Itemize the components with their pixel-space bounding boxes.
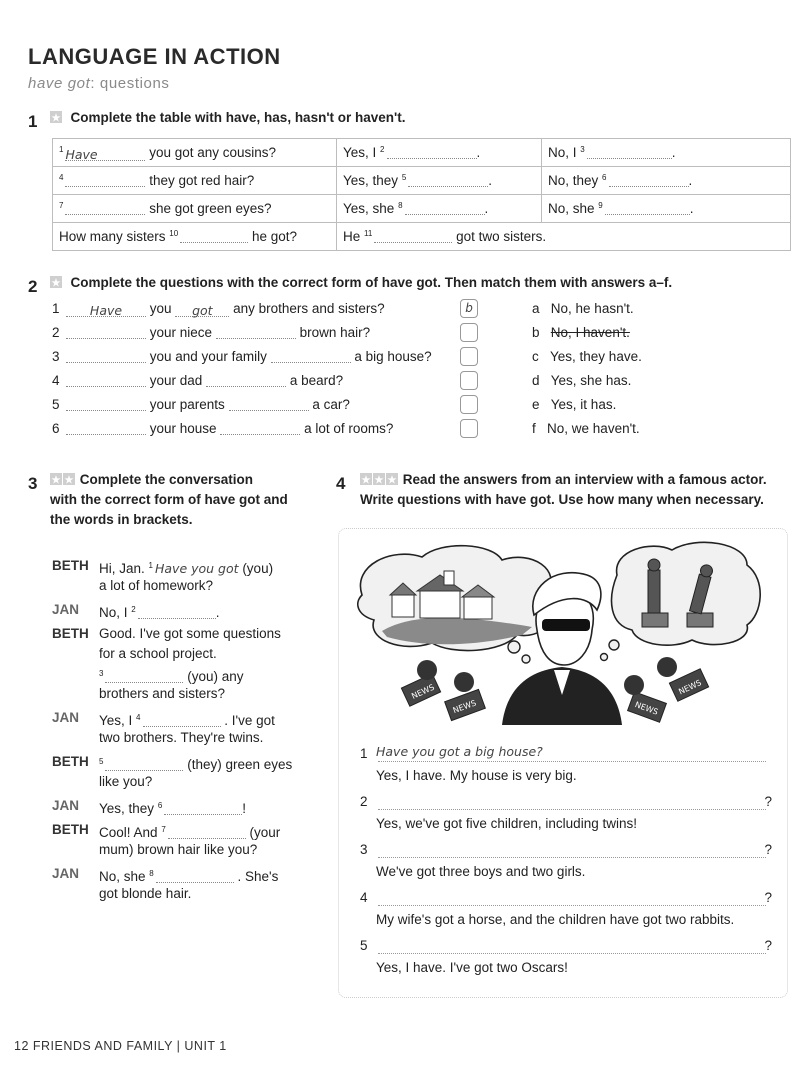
subtitle-rest: : questions: [90, 75, 170, 92]
dialogue-turn: [52, 708, 332, 728]
table-cell: [53, 167, 337, 195]
question-rest: a big house?: [354, 349, 432, 364]
gap-number: 7: [161, 825, 166, 834]
match-box[interactable]: [460, 371, 478, 390]
question-text: you got any cousins?: [149, 144, 277, 160]
gap-number: 11: [364, 229, 373, 238]
answer-text: He: [343, 229, 361, 244]
option-letter: c: [532, 349, 539, 364]
mic-label: NEWS: [410, 682, 436, 701]
gap-number: 1: [59, 144, 64, 154]
question-subject: your dad: [149, 373, 203, 388]
answer-blank[interactable]: [105, 669, 183, 683]
answer-blank[interactable]: [408, 173, 488, 187]
page-title: LANGUAGE IN ACTION: [28, 44, 281, 69]
dialogue-line: $^3$ (you) any: [99, 669, 244, 684]
match-box[interactable]: [460, 395, 478, 414]
item-number: 4: [52, 373, 60, 388]
gap-number: 4: [59, 173, 64, 182]
option-text: Yes, she has.: [550, 373, 632, 388]
difficulty-star-icon: [50, 276, 62, 288]
table-cell: [337, 139, 542, 167]
answer-text: No, she: [548, 201, 595, 216]
instruction-line: Write questions with have got. Use how many when necessary.: [360, 492, 764, 507]
answer-option: [532, 349, 642, 364]
gap-number: 5: [401, 173, 407, 182]
dialogue-line: Good. I've got some questions: [99, 626, 281, 641]
question-line: [66, 325, 370, 340]
answer-text: No, I: [548, 145, 577, 160]
exercise-3-instruction: [50, 470, 320, 530]
question-subject: your niece: [149, 325, 213, 340]
item-number: 5: [360, 938, 368, 953]
gap-number: 2: [380, 145, 385, 154]
option-text: Yes, it has.: [550, 397, 617, 412]
table-cell: [337, 195, 542, 223]
dialogue-line: mum) brown hair like you?: [99, 842, 258, 857]
option-text: No, we haven't.: [547, 421, 640, 436]
item-number: 3: [52, 349, 60, 364]
answer-blank[interactable]: [66, 397, 146, 411]
table-cell: [337, 223, 791, 251]
gap-number: 2: [131, 605, 136, 614]
question-line: [66, 349, 432, 364]
question-text: How many sisters: [59, 229, 166, 244]
instruction-line: Complete the conversation: [79, 472, 254, 487]
answer-filled[interactable]: Have you got: [155, 561, 239, 576]
question-mark: ?: [764, 842, 772, 857]
instruction-line: Read the answers from an interview with a famous actor.: [402, 472, 767, 487]
question-rest: a lot of rooms?: [304, 421, 394, 436]
dialogue-line: No, I $^2$ .: [99, 605, 220, 620]
answer-blank[interactable]: [229, 397, 309, 411]
question-line: [66, 373, 343, 388]
question-line: [66, 301, 385, 317]
answer-text: Yes, they: [343, 173, 399, 188]
option-letter: b: [532, 325, 540, 340]
dialogue-turn: [52, 624, 332, 644]
interview-answer: Yes, I have. My house is very big.: [376, 768, 577, 783]
table-row: [53, 139, 791, 167]
dialogue-line: a lot of homework?: [99, 578, 214, 593]
difficulty-star-icon: [360, 473, 372, 485]
speaker-label: JAN: [52, 710, 80, 725]
page-footer: 12 FRIENDS AND FAMILY | UNIT 1: [14, 1039, 227, 1053]
punctuation: .: [476, 145, 481, 160]
answer-blank[interactable]: [605, 201, 690, 215]
actor-illustration: [352, 535, 772, 725]
answer-blank[interactable]: Have: [66, 303, 146, 317]
table-cell: [542, 195, 791, 223]
answer-blank[interactable]: [65, 173, 145, 187]
speaker-label: JAN: [52, 866, 80, 881]
dialogue-line: Cool! And $^7$ (your: [99, 825, 281, 840]
exercise-1-instruction-text: Complete the table with have, has, hasn't or haven't.: [70, 110, 406, 125]
punctuation: .: [689, 201, 694, 216]
item-number: 4: [360, 890, 368, 905]
question-subject: you and your family: [149, 349, 267, 364]
table-cell: [53, 139, 337, 167]
exercise-2-instruction: [50, 273, 672, 293]
table-cell: [542, 139, 791, 167]
match-box[interactable]: [460, 323, 478, 342]
dialogue-line: for a school project.: [99, 646, 217, 661]
dialogue-turn: [52, 600, 332, 620]
answer-blank[interactable]: [374, 229, 452, 243]
match-box[interactable]: [460, 347, 478, 366]
answer-line[interactable]: [378, 854, 766, 858]
answer-line[interactable]: [378, 902, 766, 906]
dialogue-line: Hi, Jan. $^1$ Have you got (you): [99, 561, 274, 576]
table-row: [53, 195, 791, 223]
dialogue-turn: [52, 796, 332, 816]
answer-blank[interactable]: [220, 421, 300, 435]
item-number: 5: [52, 397, 60, 412]
difficulty-star-icon: [50, 473, 62, 485]
question-rest: any brothers and sisters?: [233, 301, 385, 316]
answer-blank[interactable]: [168, 825, 246, 839]
instruction-line: with the correct form of have got and: [50, 492, 288, 507]
answer-blank[interactable]: [180, 229, 248, 243]
interview-answer: Yes, I have. I've got two Oscars!: [376, 960, 568, 975]
question-text: she got green eyes?: [149, 201, 272, 216]
gap-number: 6: [602, 173, 607, 182]
gap-number: 7: [59, 201, 64, 210]
page-subtitle: [28, 75, 170, 92]
answer-option: [532, 301, 634, 316]
dialogue-line: like you?: [99, 774, 153, 789]
gap-number: 4: [136, 713, 141, 722]
dialogue-line: brothers and sisters?: [99, 686, 226, 701]
answer-blank[interactable]: [387, 145, 477, 159]
mic-label: NEWS: [451, 698, 478, 716]
dialogue-turn: [52, 864, 332, 884]
question-line: [66, 397, 350, 412]
answer-text: No, they: [548, 173, 599, 188]
instruction-line: the words in brackets.: [50, 512, 193, 527]
difficulty-star-icon: [386, 473, 398, 485]
question-mark: ?: [764, 794, 772, 809]
answer-blank[interactable]: Have: [65, 147, 145, 161]
dialogue-line: $^5$ (they) green eyes: [99, 757, 293, 772]
option-letter: e: [532, 397, 540, 412]
option-letter: d: [532, 373, 540, 388]
table-row: [53, 167, 791, 195]
list-item: [52, 347, 792, 369]
match-box[interactable]: b: [460, 299, 478, 318]
item-number: 1: [360, 746, 368, 761]
list-item: [52, 323, 792, 345]
answer-text: Yes, I: [343, 145, 377, 160]
dialogue-turn: [52, 820, 332, 840]
answer-option: [532, 373, 631, 388]
answer-line[interactable]: [378, 950, 766, 954]
mic-label: NEWS: [677, 678, 703, 697]
table-cell: [542, 167, 791, 195]
list-item: [360, 842, 772, 888]
dialogue-line: Yes, they $^6$ !: [99, 801, 247, 816]
answer-option: [532, 325, 630, 340]
exercise-3-number: 3: [28, 474, 38, 493]
list-item: [52, 371, 792, 393]
speaker-label: BETH: [52, 626, 89, 641]
table-cell: [337, 167, 542, 195]
exercise-1-number: 1: [28, 112, 38, 131]
answer-blank[interactable]: [66, 421, 146, 435]
interview-answer: Yes, we've got five children, including twins!: [376, 816, 637, 831]
question-rest: brown hair?: [299, 325, 371, 340]
answer-blank[interactable]: [66, 349, 146, 363]
question-mark: ?: [764, 938, 772, 953]
answer-filled: Have you got a big house?: [376, 744, 543, 759]
gap-number: 6: [157, 801, 163, 810]
item-number: 3: [360, 842, 368, 857]
punctuation: .: [671, 145, 676, 160]
list-item: [52, 419, 792, 441]
difficulty-star-icon: [373, 473, 385, 485]
answer-text: got two sisters.: [456, 229, 547, 244]
answer-blank[interactable]: [143, 713, 221, 727]
gap-number: 8: [398, 201, 403, 210]
list-item: [52, 299, 792, 321]
gap-number: 1: [148, 561, 153, 570]
answer-blank[interactable]: [206, 373, 286, 387]
interview-answer: We've got three boys and two girls.: [376, 864, 586, 879]
item-number: 2: [360, 794, 368, 809]
gap-number: 3: [580, 145, 585, 154]
speaker-label: BETH: [52, 754, 89, 769]
option-letter: a: [532, 301, 540, 316]
exercise-4-instruction: [360, 470, 800, 510]
table-row: [53, 223, 791, 251]
table-cell: [53, 195, 337, 223]
answer-blank[interactable]: [66, 373, 146, 387]
dialogue-turn: [52, 752, 332, 772]
list-item: [360, 938, 772, 984]
item-number: 1: [52, 301, 60, 316]
exercise-4-number: 4: [336, 474, 346, 493]
option-text: No, I haven't.: [550, 325, 630, 340]
speaker-label: BETH: [52, 558, 89, 573]
question-rest: a beard?: [289, 373, 344, 388]
gap-number: 10: [169, 229, 179, 238]
list-item: [360, 746, 772, 792]
question-text: they got red hair?: [149, 173, 255, 188]
exercise-1-table: [52, 138, 791, 251]
item-number: 6: [52, 421, 60, 436]
house-thought-bubble: [358, 546, 555, 663]
answer-text: Yes, she: [343, 201, 395, 216]
question-line: [66, 421, 393, 436]
interview-answer: My wife's got a horse, and the children have got two rabbits.: [376, 912, 735, 927]
option-letter: f: [532, 421, 536, 436]
exercise-2-number: 2: [28, 277, 38, 296]
dialogue-line: two brothers. They're twins.: [99, 730, 264, 745]
answer-blank[interactable]: [164, 801, 242, 815]
dialogue-line: No, she $^8$ . She's: [99, 869, 279, 884]
mic-label: NEWS: [633, 700, 660, 717]
answer-blank[interactable]: [105, 757, 183, 771]
punctuation: .: [484, 201, 489, 216]
table-cell: [53, 223, 337, 251]
speaker-label: BETH: [52, 822, 89, 837]
list-item: [360, 890, 772, 936]
question-subject: your house: [149, 421, 217, 436]
option-text: No, he hasn't.: [550, 301, 634, 316]
gap-number: 3: [99, 669, 104, 678]
question-subject: your parents: [149, 397, 225, 412]
answer-option: [532, 397, 616, 412]
exercise-2-instruction-text: Complete the questions with the correct form of have got. Then match them with answers a–f.: [70, 275, 673, 290]
answer-line[interactable]: [378, 806, 766, 810]
answer-blank[interactable]: [587, 145, 672, 159]
punctuation: .: [488, 173, 493, 188]
dialogue-line: got blonde hair.: [99, 886, 192, 901]
gap-number: 5: [99, 757, 104, 766]
oscars-thought-bubble: [601, 542, 761, 660]
question-rest: a car?: [312, 397, 350, 412]
subtitle-italic: have got: [28, 75, 91, 92]
option-text: Yes, they have.: [550, 349, 642, 364]
answer-blank[interactable]: [609, 173, 689, 187]
exercise-1-instruction: [50, 108, 406, 128]
dialogue-turn: [52, 556, 332, 576]
answer-blank[interactable]: [405, 201, 485, 215]
answer-blank[interactable]: got: [175, 303, 229, 317]
dialogue-line: Yes, I $^4$ . I've got: [99, 713, 275, 728]
list-item: [52, 395, 792, 417]
punctuation: .: [688, 173, 693, 188]
answer-option: [532, 421, 640, 436]
list-item: [360, 794, 772, 840]
gap-number: 9: [598, 201, 603, 210]
answer-blank[interactable]: [156, 869, 234, 883]
match-box[interactable]: [460, 419, 478, 438]
speaker-label: JAN: [52, 602, 80, 617]
gap-number: 8: [149, 869, 154, 878]
difficulty-star-icon: [63, 473, 75, 485]
difficulty-star-icon: [50, 111, 62, 123]
question-mark: ?: [764, 890, 772, 905]
answer-blank[interactable]: [138, 605, 216, 619]
question-subject: you: [149, 301, 172, 316]
answer-blank[interactable]: [66, 325, 146, 339]
item-number: 2: [52, 325, 60, 340]
speaker-label: JAN: [52, 798, 80, 813]
question-text: he got?: [251, 229, 298, 244]
answer-blank[interactable]: [271, 349, 351, 363]
answer-blank[interactable]: [65, 201, 145, 215]
answer-blank[interactable]: [216, 325, 296, 339]
